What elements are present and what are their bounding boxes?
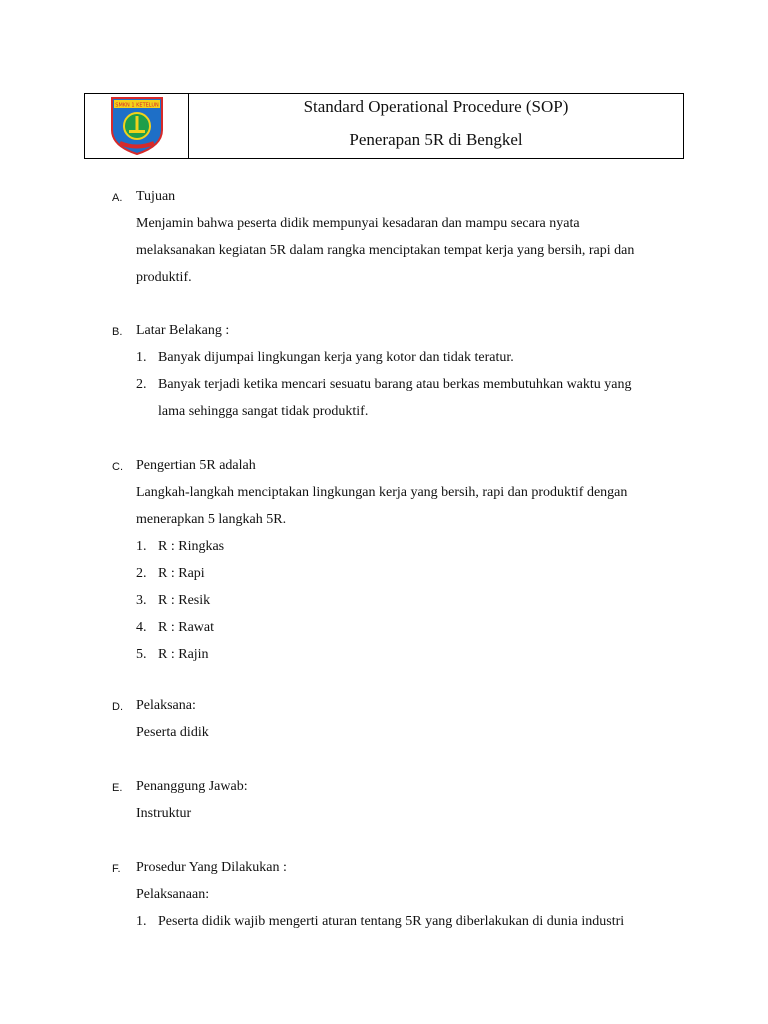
logo-cell	[85, 94, 189, 158]
paragraph-line: Pelaksanaan:	[136, 887, 210, 902]
paragraph-line: Menjamin bahwa peserta didik mempunyai kesadaran dan mampu secara nyata	[136, 216, 580, 231]
section-heading: Tujuan	[136, 189, 176, 204]
list-item-continuation: lama sehingga sangat tidak produktif.	[158, 404, 369, 419]
list-item: R : Ringkas	[158, 539, 225, 554]
list-item: R : Rajin	[158, 647, 209, 662]
document-subtitle: Penerapan 5R di Bengkel	[349, 130, 523, 149]
section-heading: Pelaksana:	[136, 698, 196, 713]
section-letter: A.	[112, 192, 123, 204]
section-heading: Pengertian 5R adalah	[136, 458, 256, 473]
list-item: Banyak terjadi ketika mencari sesuatu barang atau berkas membutuhkan waktu yang	[158, 377, 632, 392]
section-letter: D.	[112, 701, 123, 713]
section-letter: F.	[112, 863, 121, 875]
document-title: Standard Operational Procedure (SOP)	[303, 97, 569, 116]
list-number: 1.	[136, 539, 147, 554]
paragraph-line: produktif.	[136, 270, 192, 285]
section-letter: E.	[112, 782, 123, 794]
list-number: 5.	[136, 647, 147, 662]
header-table	[84, 93, 684, 159]
title-cell	[189, 94, 683, 158]
paragraph-line: menerapkan 5 langkah 5R.	[136, 512, 287, 527]
school-logo-icon	[110, 96, 164, 156]
list-item: Peserta didik wajib mengerti aturan tentang 5R yang diberlakukan di dunia industri	[158, 914, 625, 929]
list-number: 1.	[136, 350, 147, 365]
paragraph-line: Peserta didik	[136, 725, 209, 740]
list-number: 2.	[136, 566, 147, 581]
section-letter: B.	[112, 326, 123, 338]
list-number: 3.	[136, 593, 147, 608]
paragraph-line: melaksanakan kegiatan 5R dalam rangka menciptakan tempat kerja yang bersih, rapi dan	[136, 243, 635, 258]
list-number: 1.	[136, 914, 147, 929]
svg-text:SMKN 1 KETELUN: SMKN 1 KETELUN	[114, 102, 159, 109]
section-heading: Latar Belakang :	[136, 323, 230, 338]
paragraph-line: Langkah-langkah menciptakan lingkungan kerja yang bersih, rapi dan produktif dengan	[136, 485, 628, 500]
section-heading: Prosedur Yang Dilakukan :	[136, 860, 287, 875]
paragraph-line: Instruktur	[136, 806, 192, 821]
list-item: Banyak dijumpai lingkungan kerja yang kotor dan tidak teratur.	[158, 350, 514, 365]
section-heading: Penanggung Jawab:	[136, 779, 248, 794]
list-item: R : Rapi	[158, 566, 205, 581]
list-item: R : Resik	[158, 593, 211, 608]
list-number: 4.	[136, 620, 147, 635]
list-number: 2.	[136, 377, 147, 392]
list-item: R : Rawat	[158, 620, 214, 635]
section-letter: C.	[112, 461, 123, 473]
